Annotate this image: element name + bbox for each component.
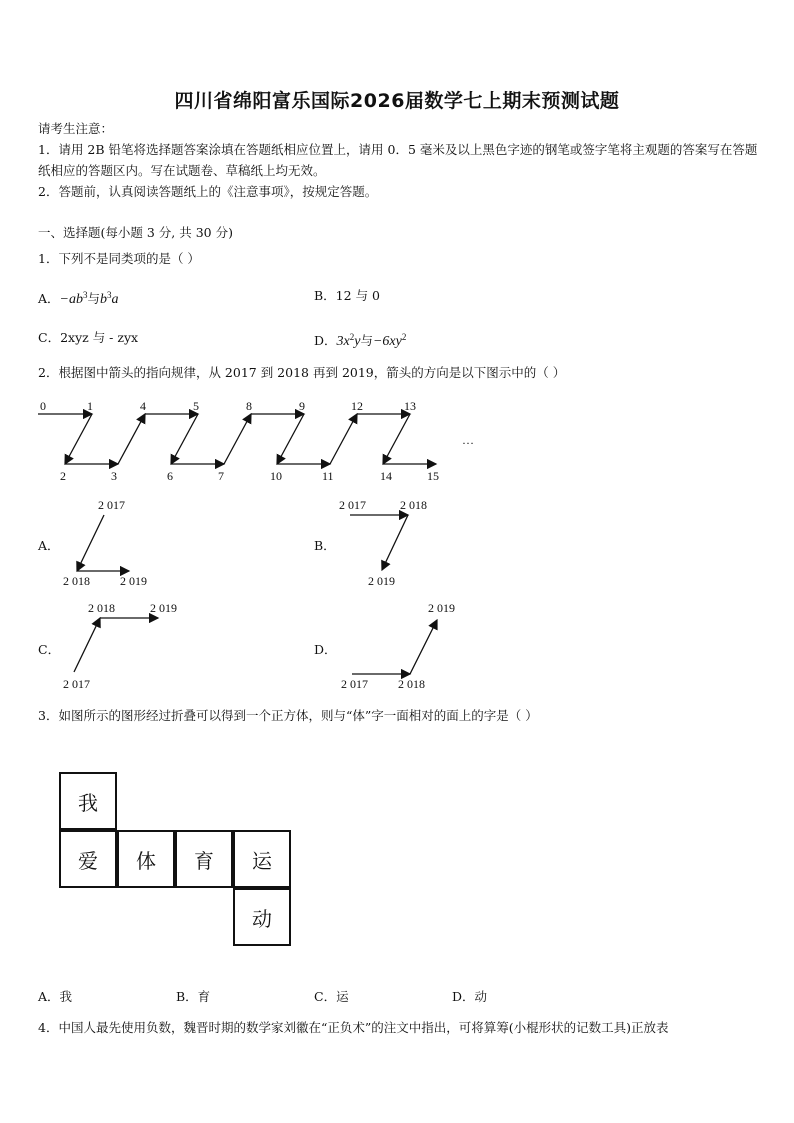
q1-option-d xyxy=(314,327,406,352)
pattern-arrow-1 xyxy=(65,414,92,464)
d-2019: 2 019 xyxy=(428,601,455,615)
cube-net-face-dong: 动 xyxy=(233,888,291,946)
pattern-arrow-5 xyxy=(171,414,198,464)
a-2017: 2 017 xyxy=(98,498,125,512)
cube-net-face-wo: 我 xyxy=(59,772,117,830)
pattern-label-15: 15 xyxy=(427,469,439,483)
q1-option-b: B．12 与 0 xyxy=(314,288,380,303)
q1-a-exp2: 3 xyxy=(107,290,112,300)
cube-net-face-yun: 运 xyxy=(233,830,291,888)
pattern-arrow-9 xyxy=(277,414,304,464)
pattern-label-2: 2 xyxy=(60,469,66,483)
pattern-label-9: 9 xyxy=(299,399,305,413)
q2-arrow-pattern-diagram xyxy=(30,392,490,492)
q1-a-mid: 与 xyxy=(87,291,100,307)
cube-net-face-ai: 爱 xyxy=(59,830,117,888)
pattern-arrow-13 xyxy=(383,414,410,464)
pattern-label-3: 3 xyxy=(111,469,117,483)
b-2017: 2 017 xyxy=(339,498,366,512)
pattern-label-7: 7 xyxy=(218,469,224,483)
pattern-ellipsis: … xyxy=(462,433,474,447)
cube-net-face-yu: 育 xyxy=(175,830,233,888)
pattern-label-13: 13 xyxy=(404,399,416,413)
d-2017: 2 017 xyxy=(341,677,368,691)
pattern-label-0: 0 xyxy=(40,399,46,413)
a-2018: 2 018 xyxy=(63,574,90,588)
notice-line-2: 2．答题前，认真阅读答题纸上的《注意事项》，按规定答题。 xyxy=(38,184,378,199)
q2-option-a-label: A． xyxy=(38,538,60,553)
q1-option-c: C．2xyz 与 - zyx xyxy=(38,330,139,345)
q3-option-b: B．育 xyxy=(176,989,211,1004)
q1-a-exp1: 3 xyxy=(82,290,88,300)
q4-stem: 4．中国人最先使用负数，魏晋时期的数学家刘徽在“正负术”的注文中指出，可将算筹(小棍形状的记数工具)正放表 xyxy=(38,1020,669,1035)
pattern-label-8: 8 xyxy=(246,399,252,413)
q1-d-label: D． xyxy=(314,333,337,349)
q1-a-expr1: −ab xyxy=(59,292,83,308)
c-2018: 2 018 xyxy=(88,601,115,615)
pattern-label-14: 14 xyxy=(380,469,392,483)
q2-option-d-label: D． xyxy=(314,642,337,657)
q3-option-c: C．运 xyxy=(314,989,349,1004)
pattern-label-1: 1 xyxy=(87,399,93,413)
q2-option-c-label: C． xyxy=(38,642,61,657)
q2-option-b-label: B． xyxy=(314,538,336,553)
pattern-label-12: 12 xyxy=(351,399,363,413)
b-2019: 2 019 xyxy=(368,574,395,588)
section-heading: 一、选择题(每小题 3 分, 共 30 分) xyxy=(38,225,233,240)
pattern-arrow-11 xyxy=(330,414,357,464)
q2-option-c-diagram xyxy=(58,598,198,693)
q1-d-expr1: 3x xyxy=(336,334,350,350)
q1-d-expr1b: y xyxy=(354,334,361,350)
q2-option-a-diagram xyxy=(58,495,168,590)
c-2019: 2 019 xyxy=(150,601,177,615)
pattern-arrow-3 xyxy=(118,414,145,464)
notice-line-1: 1．请用 2B 铅笔将选择题答案涂填在答题纸相应位置上，请用 0．5 毫米及以上黑色字迹的钢笔或签字笔将主观题的答案写在答题纸相应的答题区内。写在试题卷、草稿纸上均无效。 xyxy=(38,142,758,178)
pattern-arrow-7 xyxy=(224,414,251,464)
pattern-label-6: 6 xyxy=(167,469,173,483)
q3-stem: 3．如图所示的图形经过折叠可以得到一个正方体，则与“体”字一面相对的面上的字是（ ） xyxy=(38,708,538,723)
q1-d-exp2: 2 xyxy=(401,332,407,342)
c-2017: 2 017 xyxy=(63,677,90,691)
pattern-label-4: 4 xyxy=(140,399,146,413)
q1-d-mid: 与 xyxy=(360,333,373,349)
q3-option-a: A．我 xyxy=(38,989,73,1004)
b-2018: 2 018 xyxy=(400,498,427,512)
q1-d-expr2: −6xy xyxy=(372,334,402,350)
q2-option-b-diagram xyxy=(334,495,444,590)
q2-stem: 2．根据图中箭头的指向规律，从 2017 到 2018 再到 2019，箭头的方向是以下图示中的（ ） xyxy=(38,365,566,380)
q1-a-label: A． xyxy=(38,291,60,307)
a-2019: 2 019 xyxy=(120,574,147,588)
q1-a-expr3: a xyxy=(111,292,119,308)
pattern-label-5: 5 xyxy=(193,399,199,413)
q1-a-expr2: b xyxy=(100,292,107,308)
pattern-label-10: 10 xyxy=(270,469,282,483)
q3-option-d: D．动 xyxy=(452,989,488,1004)
d-2018: 2 018 xyxy=(398,677,425,691)
q1-stem: 1．下列不是同类项的是（ ） xyxy=(38,251,200,266)
q1-option-a xyxy=(38,285,119,310)
q1-d-exp1: 2 xyxy=(349,332,355,342)
pattern-label-11: 11 xyxy=(322,469,334,483)
cube-net-face-ti: 体 xyxy=(117,830,175,888)
q2-option-d-diagram xyxy=(334,598,474,693)
page-title: 四川省绵阳富乐国际2026届数学七上期末预测试题 xyxy=(174,90,620,112)
notice-heading: 请考生注意： xyxy=(38,121,114,136)
